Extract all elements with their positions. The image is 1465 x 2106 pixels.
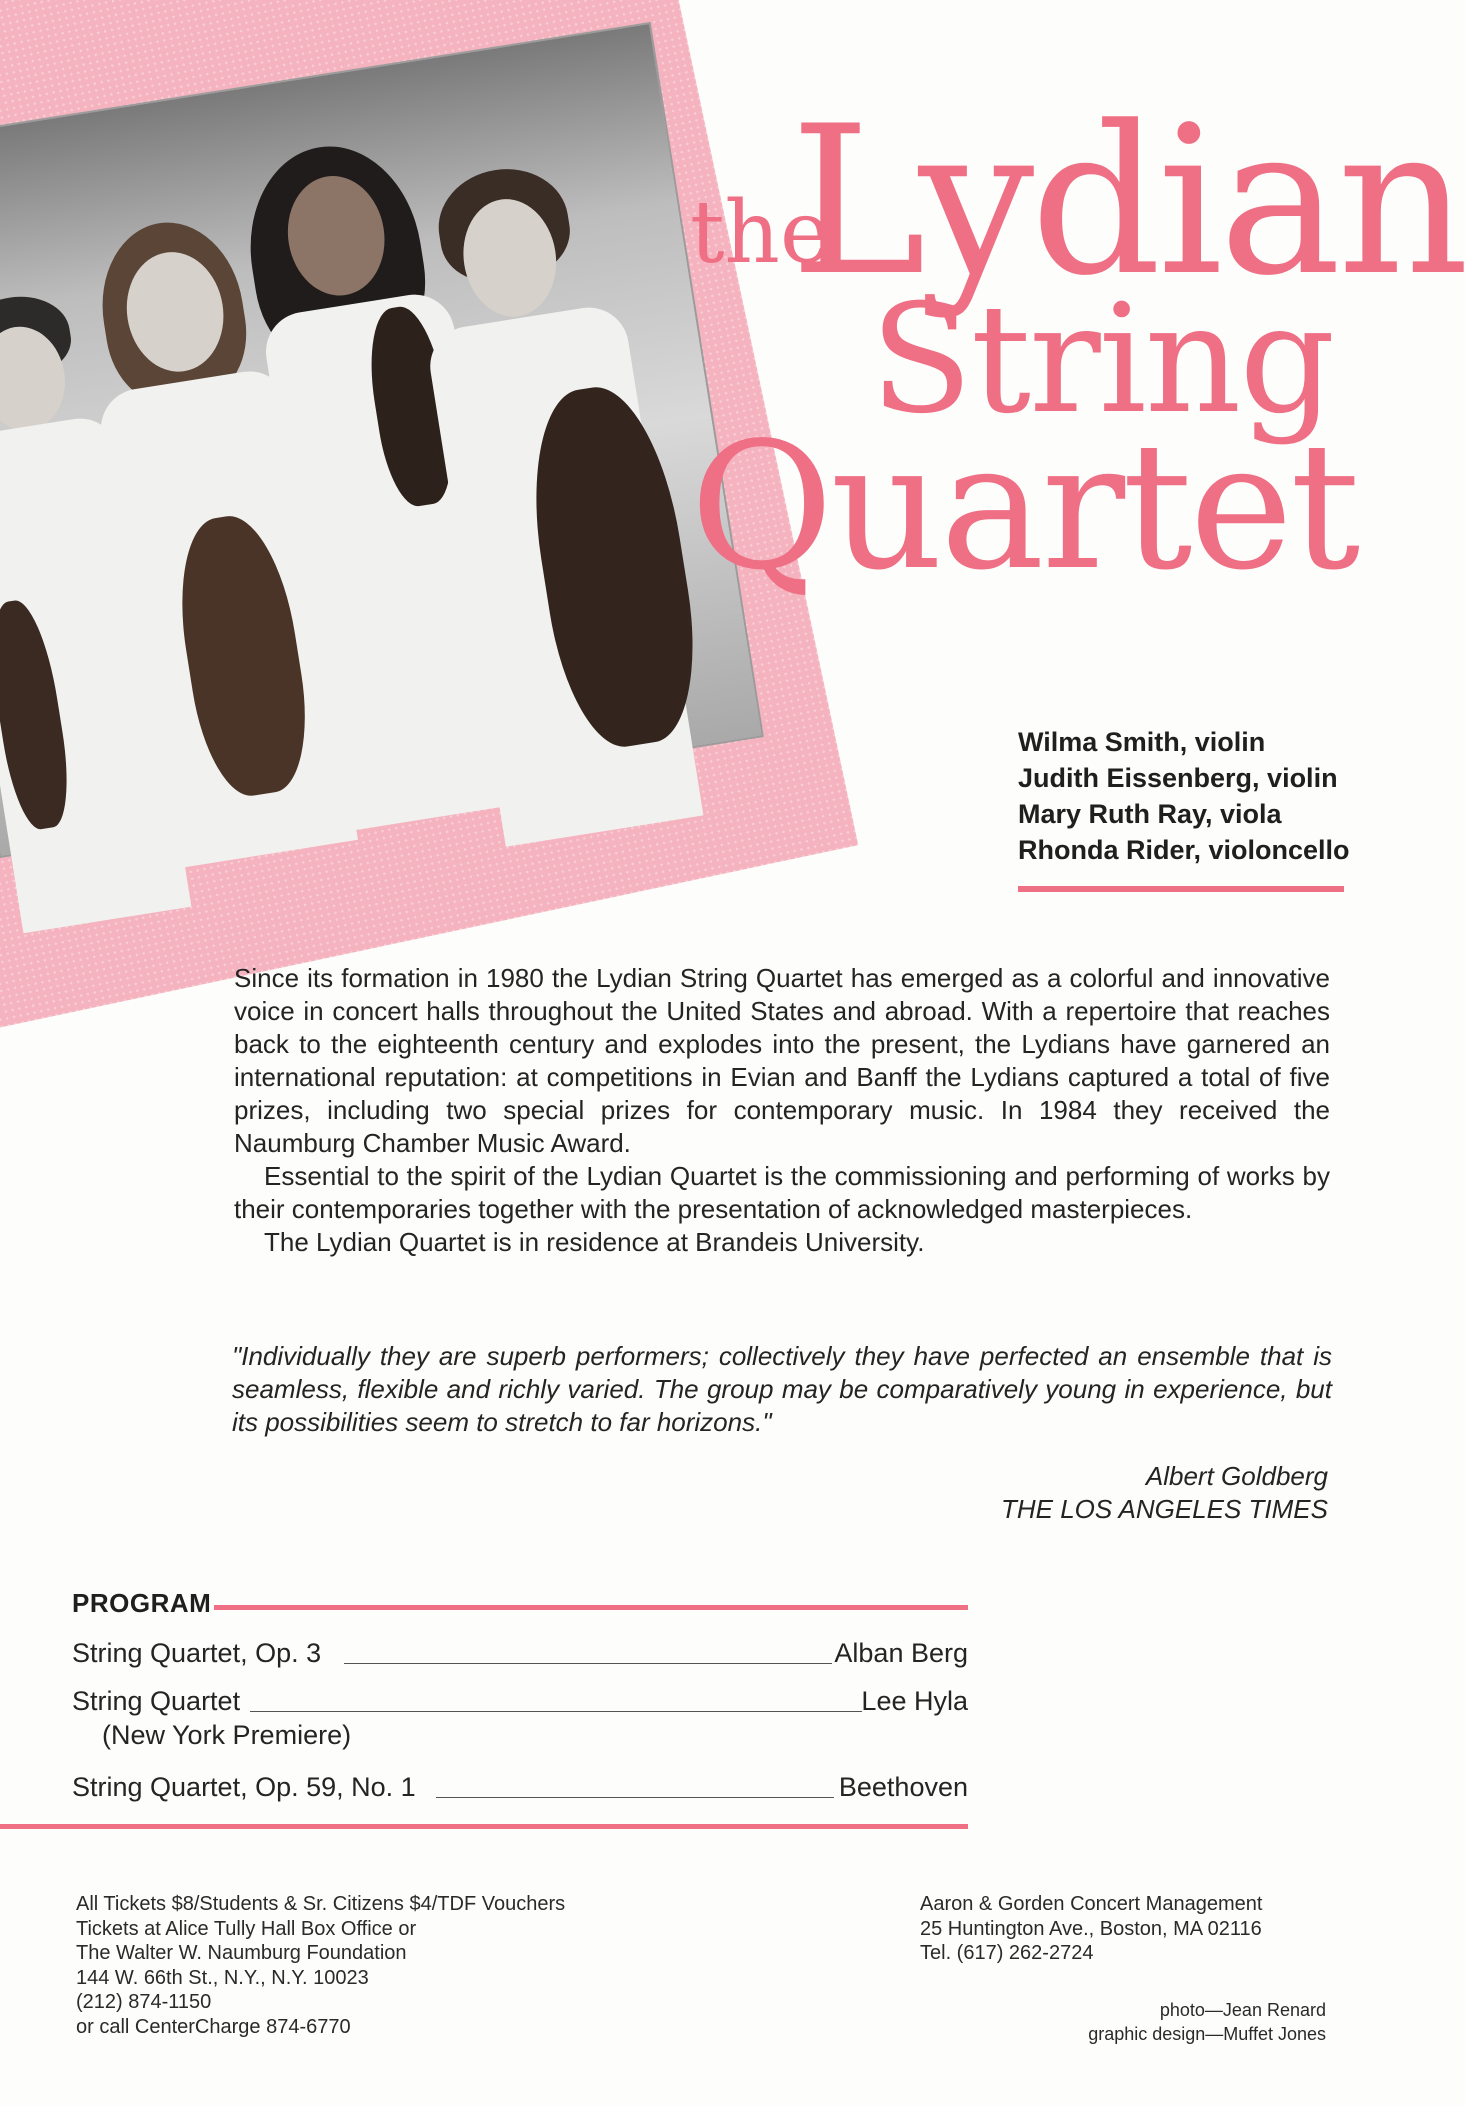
- program-item: [72, 1684, 968, 1756]
- photo-credit: photo—Jean Renard: [1159, 2000, 1326, 2020]
- bio-paragraph-1: Since its formation in 1980 the Lydian String Quartet has emerged as a colorful and innovative voice in concert halls throughout the United States and abroad. With a repertoire that reaches back to the eighteenth century and explodes into the present, the Lydians have garnered an international reputation: at competitions in Evian and Banff the Lydians captured a total of five prizes, including two special prizes for contemporary music. In 1984 they received the Naumburg Chamber Music Award.: [234, 963, 1330, 1158]
- program-work: String Quartet: [72, 1686, 241, 1716]
- title-lydian: Lydian: [790, 83, 1465, 321]
- program-divider-bottom: [0, 1824, 968, 1829]
- title-string: String: [870, 273, 1334, 447]
- program-item: [72, 1770, 968, 1810]
- bio-paragraph-3: The Lydian Quartet is in residence at Brandeis University.: [264, 1227, 925, 1257]
- title-quartet: Quartet: [690, 406, 1358, 609]
- ticket-line: The Walter W. Naumburg Foundation: [76, 1942, 407, 1964]
- quote-author: Albert Goldberg: [1145, 1461, 1328, 1491]
- program-work: String Quartet, Op. 59, No. 1: [72, 1772, 416, 1802]
- member-wilma-smith: Wilma Smith, violin: [1018, 727, 1266, 757]
- management-info: [920, 1892, 1262, 1966]
- dotted-leader: [250, 1711, 862, 1712]
- members-list: [1018, 724, 1354, 868]
- quote-attribution: [1001, 1460, 1328, 1526]
- program-composer: Alban Berg: [834, 1638, 968, 1668]
- member-rhonda-rider: Rhonda Rider, violoncello: [1018, 835, 1350, 865]
- biography: [234, 962, 1330, 1259]
- dotted-leader: [344, 1663, 832, 1664]
- management-line: Tel. (617) 262-2724: [920, 1942, 1094, 1964]
- bio-paragraph-2: Essential to the spirit of the Lydian Quartet is the commissioning and performing of works by their contemporaries together with the presentation of acknowledged masterpieces.: [234, 1161, 1330, 1224]
- program-composer: Lee Hyla: [861, 1686, 968, 1716]
- dotted-leader: [436, 1797, 834, 1798]
- program-divider-top: [214, 1605, 968, 1610]
- member-mary-ruth-ray: Mary Ruth Ray, viola: [1018, 799, 1282, 829]
- program-note: (New York Premiere): [102, 1720, 352, 1750]
- ticket-line: 144 W. 66th St., N.Y., N.Y. 10023: [76, 1966, 369, 1989]
- ticket-info: [76, 1892, 565, 2039]
- design-credit: graphic design—Muffet Jones: [1088, 2024, 1326, 2044]
- ticket-line: or call CenterCharge 874-6770: [76, 2015, 351, 2038]
- management-line: 25 Huntington Ave., Boston, MA 02116: [920, 1917, 1262, 1940]
- quartet-title: [690, 83, 1465, 620]
- management-line: Aaron & Gorden Concert Management: [920, 1893, 1263, 1915]
- ticket-line: All Tickets $8/Students & Sr. Citizens $4/TDF Vouchers: [76, 1893, 566, 1915]
- program-work: String Quartet, Op. 3: [72, 1638, 322, 1668]
- ticket-line: Tickets at Alice Tully Hall Box Office or: [76, 1917, 417, 1940]
- program-composer: Beethoven: [838, 1772, 968, 1802]
- program-item: [72, 1636, 968, 1676]
- member-judith-eissenberg: Judith Eissenberg, violin: [1018, 763, 1338, 793]
- members-divider: [1018, 886, 1344, 892]
- title-the: the: [690, 183, 831, 283]
- press-quote: "Individually they are superb performers; collectively they have perfected an ensemble that is seamless, flexible and richly varied. The group may be comparatively young in experience, but its possibilities seem to stretch to far horizons.": [232, 1341, 1332, 1437]
- quartet-photo: [0, 24, 762, 856]
- quote-source: THE LOS ANGELES TIMES: [1000, 1494, 1328, 1524]
- credits: [1088, 1998, 1326, 2046]
- ticket-line: (212) 874-1150: [76, 1991, 212, 2013]
- program-heading: PROGRAM: [72, 1588, 212, 1618]
